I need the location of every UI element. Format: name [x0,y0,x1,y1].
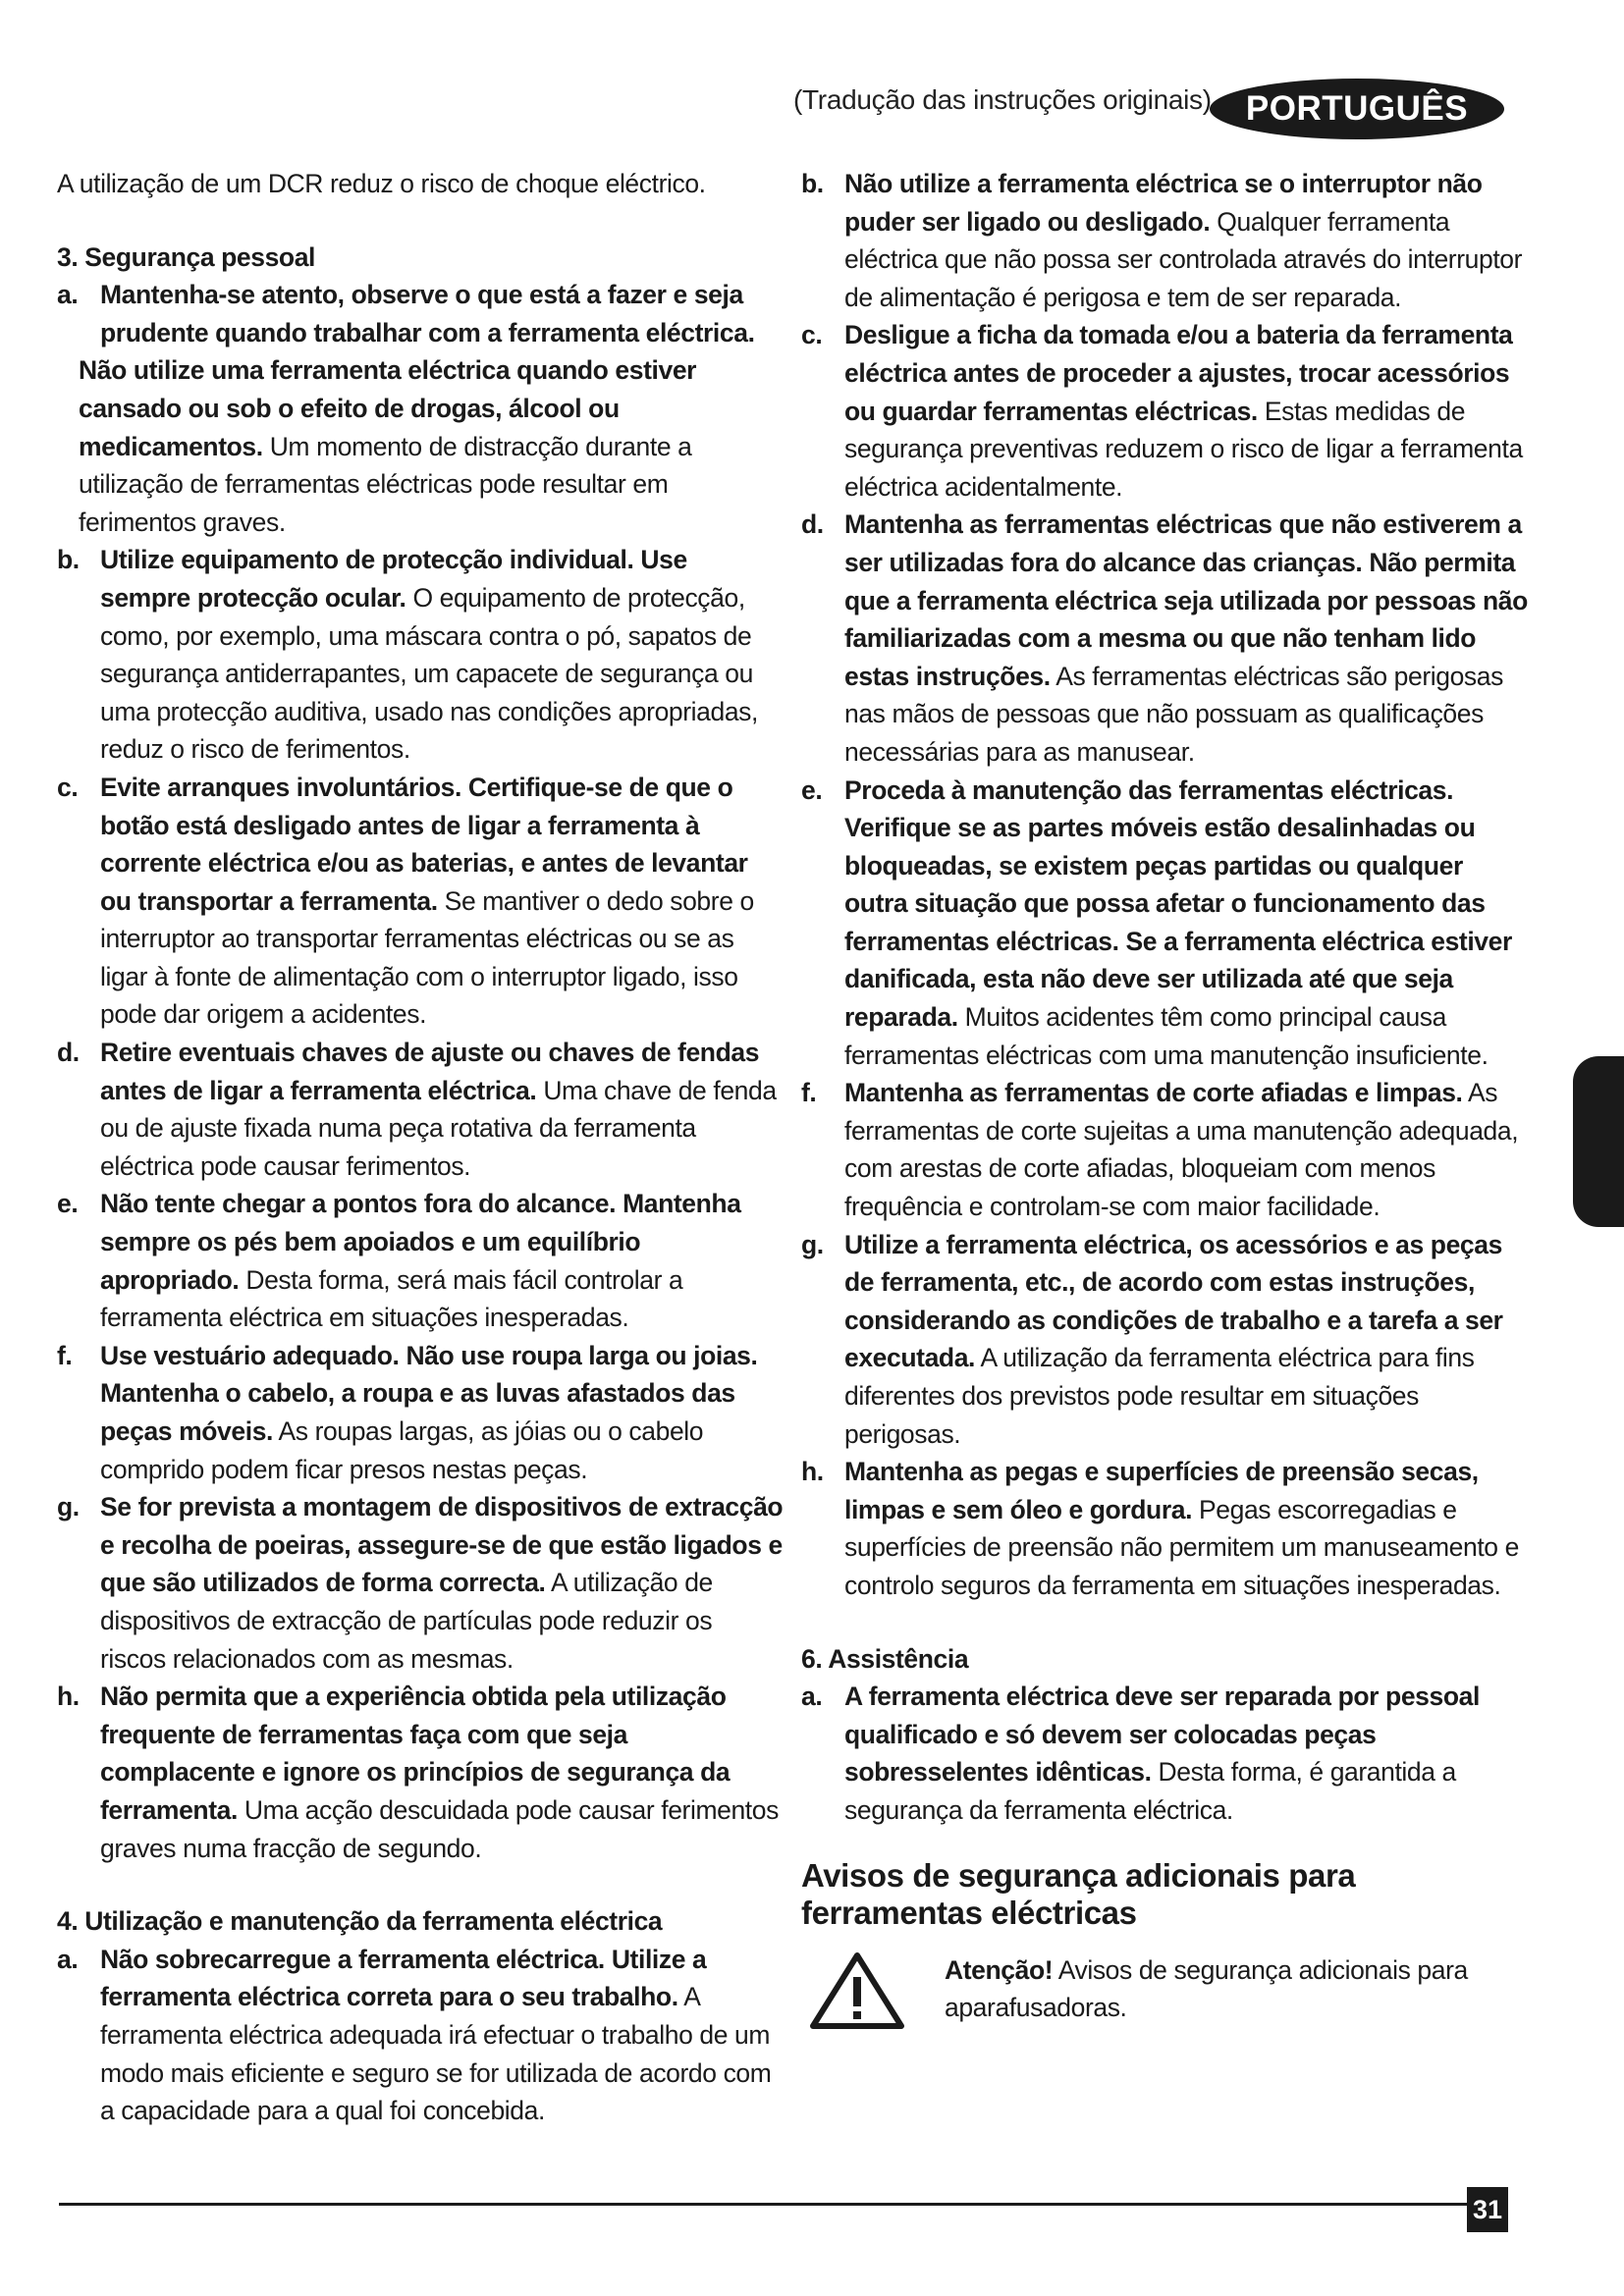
section-4-title: 4. Utilização e manutenção da ferramenta eléctrica [57,1906,663,1937]
section-4-list [57,1941,784,2130]
language-badge: PORTUGUÊS [1210,79,1504,139]
item-marker: d. [57,1038,80,1068]
item-marker: e. [57,1189,79,1219]
right-column [801,165,1532,2030]
item-marker: b. [801,169,824,198]
item-text: Se mantiver o dedo sobre o interruptor ao transportar ferramentas eléctricas ou se as ligar à fonte de alimentação com o interruptor ligado, isso pode dar origem a acidentes. [100,885,754,1030]
item-marker: d. [801,509,824,540]
item-marker: a. [801,1682,823,1712]
list-item [57,1488,784,1678]
item-marker: f. [801,1078,817,1108]
item-marker: e. [801,774,823,805]
section-3-list [57,276,784,1867]
item-bold-text: Utilize a ferramenta eléctrica, os acessórios e as peças de ferramenta, etc., de acordo com estas instruções, considerando as condições de trabalho e a tarefa a ser executada. [844,1229,1503,1373]
section-6-list [801,1678,1532,1829]
list-item [57,769,784,1034]
list-item [57,351,784,541]
item-text: Uma chave de fenda ou de ajuste fixada numa peça rotativa da ferramenta eléctrica pode causar ferimentos. [100,1075,777,1181]
item-marker: a. [57,1944,79,1974]
warning-notice [801,1951,1532,2030]
item-marker: h. [57,1682,80,1712]
item-marker: c. [57,772,79,802]
list-item [801,1074,1532,1225]
intro-text: A utilização de um DCR reduz o risco de choque eléctrico. [57,169,706,198]
item-bold-text: Não utilize a ferramenta eléctrica se o interruptor não puder ser ligado ou desligado. [844,169,1483,237]
list-item [801,165,1532,316]
list-item [57,1034,784,1185]
section-4-list-continued [801,165,1532,1605]
list-item [801,1678,1532,1829]
item-bold-text: Use vestuário adequado. Não use roupa larga ou joias. Mantenha o cabelo, a roupa e as luvas afastados das peças móveis. [100,1340,758,1446]
item-bold-text: Mantenha as pegas e superfícies de preensão secas, limpas e sem óleo e gordura. [844,1457,1479,1524]
item-marker: a. [57,280,79,310]
page-number: 31 [1467,2187,1508,2232]
header-subtitle: (Tradução das instruções originais) [793,84,1212,115]
item-marker: b. [57,545,80,575]
item-marker: g. [57,1492,80,1522]
additional-warnings-heading: Avisos de segurança adicionais para ferramentas eléctricas [801,1856,1356,1931]
item-text: Qualquer ferramenta eléctrica que não possa ser controlada através do interruptor de alimentação é perigosa e tem de ser reparada. [844,206,1523,312]
list-item [57,1337,784,1488]
item-text: A utilização de dispositivos de extracção de partículas pode reduzir os riscos relacionados com as mesmas. [100,1568,713,1674]
item-bold-text: Mantenha as ferramentas eléctricas que não estiverem a ser utilizadas fora do alcance das crianças. Não permita que a ferramenta eléctrica seja utilizada por pessoas não familiarizadas com a mesma ou que não tenham lido estas instruções. [844,509,1528,691]
item-text: A ferramenta eléctrica adequada irá efectuar o trabalho de um modo mais eficiente e seguro se for utilizada de acordo com a capacidade para a qual foi concebida. [100,1982,772,2126]
list-item [57,541,784,769]
item-bold-text: Evite arranques involuntários. Certifique-se de que o botão está desligado antes de ligar a ferramenta à corrente eléctrica e/ou as baterias, e antes de levantar ou transportar a ferramenta. [100,772,748,916]
item-text: As ferramentas de corte sujeitas a uma manutenção adequada, com arestas de corte afiadas, bloqueiam com menos frequência e controlam-se com maior facilidade. [844,1078,1519,1222]
item-marker: c. [801,320,823,350]
item-text: Uma acção descuidada pode causar ferimentos graves numa fracção de segundo. [100,1794,779,1863]
item-bold-text: Mantenha-se atento, observe o que está a fazer e seja prudente quando trabalhar com a ferramenta eléctrica. [100,280,755,347]
item-bold-text: Mantenha as ferramentas de corte afiadas e limpas. [844,1078,1463,1108]
footer-divider [59,2203,1468,2206]
item-bold-text: Utilize equipamento de protecção individual. Use sempre protecção ocular. [100,545,687,613]
item-text: Desta forma, é garantida a segurança da ferramenta eléctrica. [844,1757,1456,1825]
item-bold-text: Desligue a ficha da tomada e/ou a bateria da ferramenta eléctrica antes de proceder a ajustes, trocar acessórios ou guardar ferramentas eléctricas. [844,320,1513,426]
item-marker [57,351,79,541]
item-text: As ferramentas eléctricas são perigosas nas mãos de pessoas que não possuam as qualificações necessárias para as manusear. [844,661,1503,767]
item-text: As roupas largas, as jóias ou o cabelo comprido podem ficar presos nestas peças. [100,1416,704,1484]
list-item [801,506,1532,771]
item-text: O equipamento de protecção, como, por exemplo, uma máscara contra o pó, sapatos de segurança antiderrapantes, um capacete de segurança ou uma protecção auditiva, usado nas condições apropriadas, reduz o risco de ferimentos. [100,582,758,765]
item-bold-text: Não sobrecarregue a ferramenta eléctrica. Utilize a ferramenta eléctrica correta para o seu trabalho. [100,1944,707,2012]
item-text: Estas medidas de segurança preventivas reduzem o risco de ligar a ferramenta eléctrica acidentalmente. [844,396,1523,502]
item-marker: f. [57,1340,73,1370]
item-text: Um momento de distracção durante a utilização de ferramentas eléctricas pode resultar em ferimentos graves. [79,431,692,537]
item-bold-text: Retire eventuais chaves de ajuste ou chaves de fendas antes de ligar a ferramenta eléctrica. [100,1038,760,1105]
left-column [57,165,784,2130]
warning-label: Atenção! [945,1954,1054,1985]
item-text: Muitos acidentes têm como principal causa ferramentas eléctricas com uma manutenção insuficiente. [844,1002,1489,1070]
item-bold-text: Não tente chegar a pontos fora do alcance. Mantenha sempre os pés bem apoiados e um equilíbrio apropriado. [100,1189,741,1295]
item-text: A utilização da ferramenta eléctrica para fins diferentes dos previstos pode resultar em situações perigosas. [844,1343,1475,1449]
item-bold-text: Não permita que a experiência obtida pela utilização frequente de ferramentas faça com que seja complacente e ignore os princípios de segurança da ferramenta. [100,1682,731,1825]
section-6-title: 6. Assistência [801,1643,969,1674]
warning-triangle-icon [809,1951,905,2030]
item-marker: g. [801,1229,824,1259]
list-item [801,1453,1532,1604]
item-text: Desta forma, será mais fácil controlar a ferramenta eléctrica em situações inesperadas. [100,1264,683,1333]
item-bold-text: Não utilize uma ferramenta eléctrica quando estiver cansado ou sob o efeito de drogas, álcool ou medicamentos. [79,355,697,461]
list-item [801,1226,1532,1454]
list-item [57,276,784,351]
list-item [801,316,1532,506]
item-marker: h. [801,1457,824,1487]
item-bold-text: Proceda à manutenção das ferramentas eléctricas. Verifique se as partes móveis estão desalinhadas ou bloqueadas, se existem peças partidas ou qualquer outra situação que possa afetar o funcionamento das ferramentas eléctricas. Se a ferramenta eléctrica estiver danificada, esta não deve ser utilizada até que seja reparada. [844,774,1512,1033]
list-item [57,1678,784,1867]
list-item [801,772,1532,1075]
warning-text: Avisos de segurança adicionais para aparafusadoras. [945,1954,1468,2023]
section-3-title: 3. Segurança pessoal [57,241,316,272]
list-item [57,1185,784,1336]
item-text: Pegas escorregadias e superfícies de preensão não permitem um manuseamento e controlo seguros da ferramenta em situações inesperadas. [844,1494,1519,1600]
item-bold-text: A ferramenta eléctrica deve ser reparada por pessoal qualificado e só devem ser colocadas peças sobresselentes idênticas. [844,1682,1480,1788]
section-side-tab [1573,1056,1624,1227]
list-item [57,1941,784,2130]
item-bold-text: Se for prevista a montagem de dispositivos de extracção e recolha de poeiras, assegure-se de que estão ligados e que são utilizados de forma correcta. [100,1492,784,1598]
